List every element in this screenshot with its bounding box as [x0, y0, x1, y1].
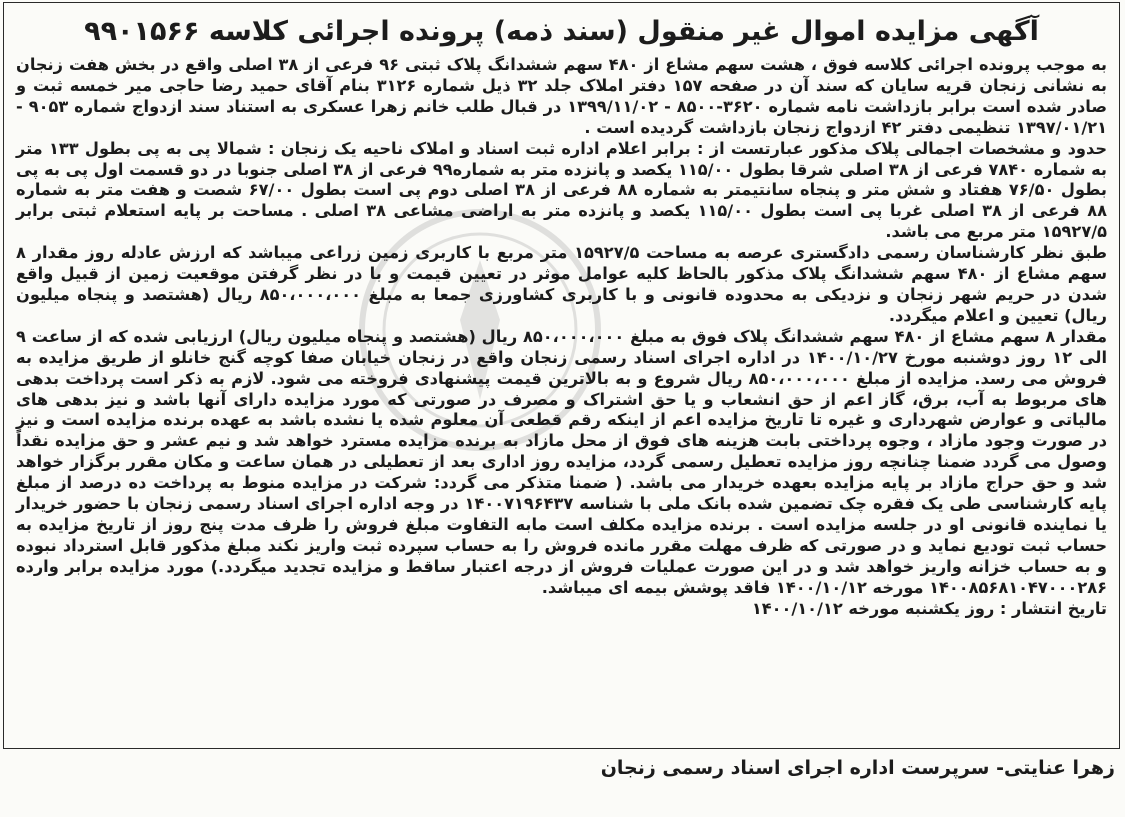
notice-body [16, 55, 1107, 619]
notice-title: آگهی مزایده اموال غیر منقول (سند ذمه) پرونده اجرائی کلاسه ۹۹۰۱۵۶۶ [84, 16, 1039, 47]
notice-paragraph-appraisal: طبق نظر کارشناسان رسمی دادگستری عرصه به مساحت ۱۵۹۲۷/۵ متر مربع با کاربری زمین زراعی میباشد که ارزش عادله روز مقدار ۸ سهم مشاع از ۴۸۰ سهم ششدانگ پلاک مذکور بالحاظ کلیه عوامل موثر در تعیین قیمت و با در نظر گرفتن موقعیت زمین از قبیل واقع شدن در حریم شهر زنجان و نزدیکی به محدوده قانونی و با کاربری کشاورزی جمعا به مبلغ ۸۵۰،۰۰۰،۰۰۰ ریال (هشتصد و پنجاه میلیون ریال) تعیین و اعلام میگردد. [16, 243, 1107, 325]
notice-paragraph-publish-date: تاریخ انتشار : روز یکشنبه مورخه ۱۴۰۰/۱۰/۱۲ [751, 598, 1107, 618]
notice-paragraph-seizure: به موجب پرونده اجرائی کلاسه فوق ، هشت سهم مشاع از ۴۸۰ سهم ششدانگ پلاک ثبتی ۹۶ فرعی از ۳۸ اصلی واقع در بخش هفت زنجان به نشانی زنجان قریه سایان که سند آن در صفحه ۱۵۷ دفتر املاک جلد ۳۲ ذیل شماره ۳۱۲۶ بنام آقای حمید رضا حاجی میر خمسه ثبت و صادر شده است برابر بازداشت نامه شماره ۳۶۲۰-۸۵۰۰ - ۱۳۹۹/۱۱/۰۲ در قبال طلب خانم زهرا عسکری به استناد سند ازدواج شماره ۹۰۵۳ - ۱۳۹۷/۰۱/۲۱ تنظیمی دفتر ۴۲ ازدواج زنجان بازداشت گردیده است . [16, 55, 1107, 137]
notice-paragraph-boundaries: حدود و مشخصات اجمالی پلاک مذکور عبارتست از : برابر اعلام اداره ثبت اسناد و املاک ناحیه یک زنجان : شمالا پی به پی بطول ۱۳۳ متر به شماره ۷۸۴۰ فرعی از ۳۸ اصلی شرقا بطول ۱۱۵/۰۰ یکصد و پانزده متر به شماره۹۹ فرعی از ۳۸ اصلی جنوبا در دو قسمت اول پی به پی بطول ۷۶/۵۰ هفتاد و شش متر و پنجاه سانتیمتر به شماره ۸۸ فرعی از ۳۸ اصلی دوم پی است بطول ۶۷/۰۰ شصت و هفت متر به شماره ۸۸ فرعی از ۳۸ اصلی غربا پی است بطول ۱۱۵/۰۰ یکصد و پانزده متر به اراضی مشاعی ۳۸ اصلی . مساحت بر پایه استعلام ثبتی برابر ۱۵۹۲۷/۵ متر مربع می باشد. [16, 138, 1107, 242]
notice-paragraph-auction-terms: مقدار ۸ سهم مشاع از ۴۸۰ سهم ششدانگ پلاک فوق به مبلغ ۸۵۰،۰۰۰،۰۰۰ ریال (هشتصد و پنجاه میلیون ریال) ارزیابی شده که از ساعت ۹ الی ۱۲ روز دوشنبه مورخ ۱۴۰۰/۱۰/۲۷ در اداره اجرای اسناد رسمی زنجان واقع در زنجان خیابان صفا کوچه گنج خانلو از طریق مزایده به فروش می رسد. مزایده از مبلغ ۸۵۰،۰۰۰،۰۰۰ ریال شروع و به بالاترین قیمت پیشنهادی فروخته می شود. لازم به ذکر است پرداخت بدهی های مربوط به آب، برق، گاز اعم از حق انشعاب و یا حق اشتراک و مصرف در صورتی که مورد مزایده دارای آنها باشد و نیز بدهی های مالیاتی و عوارض شهرداری و غیره تا تاریخ مزایده اعم از اینکه رقم قطعی آن معلوم شده یا نشده باشد به عهده برنده مزایده است و نیز در صورت وجود مازاد ، وجوه پرداختی بابت هزینه های فوق از محل مازاد به برنده مزایده مسترد خواهد شد و نیم عشر و حق مزایده نقداً وصول می گردد ضمنا چنانچه روز مزایده تعطیل رسمی گردد، مزایده روز اداری بعد از تعطیلی در همان ساعت و مکان مقرر برگزار خواهد شد و حق حراج مازاد بر پایه مزایده بعهده خریدار می باشد. ( ضمنا متذکر می گردد: شرکت در مزایده منوط به پرداخت ده درصد از مبلغ پایه کارشناسی طی یک فقره چک تضمین شده بانک ملی با شناسه ۱۴۰۰۷۱۹۶۴۳۷ در وجه اداره اجرای اسناد رسمی زنجان با حضور خریدار یا نماینده قانونی او در جلسه مزایده است . برنده مزایده مکلف است مابه التفاوت مبلغ فروش را ظرف مدت پنج روز از تاریخ مزایده به حساب ثبت تودیع نماید و در صورتی که ظرف مهلت مقرر مانده فروش را به حساب سپرده ثبت واریز نکند مبلغ مذکور قابل استرداد نبوده و به حساب خزانه واریز خواهد شد و در این صورت عملیات فروش از درجه اعتبار ساقط و مزایده تجدید میگردد.) مورد مزایده برابر وارده ۱۴۰۰۸۵۶۸۱۰۴۷۰۰۰۲۸۶ مورخه ۱۴۰۰/۱۰/۱۲ فاقد پوشش بیمه ای میباشد. [16, 326, 1108, 597]
notice-signature: زهرا عنایتی- سرپرست اداره اجرای اسناد رسمی زنجان [600, 757, 1115, 779]
auction-notice [3, 2, 1120, 749]
